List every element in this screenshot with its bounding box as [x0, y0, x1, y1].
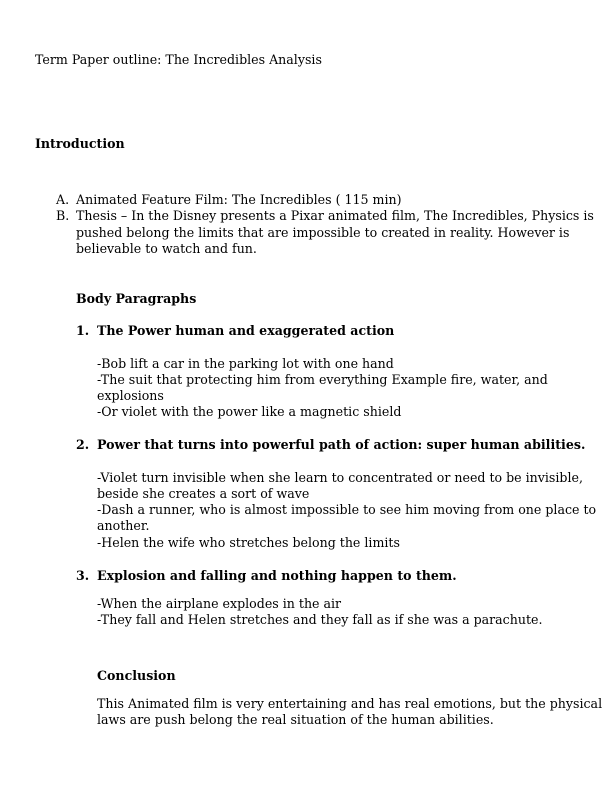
section-1-line: -Bob lift a car in the parking lot with one hand: [97, 356, 394, 371]
section-3-number: 3.: [76, 568, 90, 583]
section-2-title: Power that turns into powerful path of action: super human abilities.: [97, 437, 586, 452]
intro-item-a-text: Animated Feature Film: The Incredibles ( 115 min): [76, 192, 402, 207]
section-1-title: The Power human and exaggerated action: [97, 323, 395, 338]
section-3-title: Explosion and falling and nothing happen to them.: [97, 568, 457, 583]
section-2-line: -Helen the wife who stretches belong the limits: [97, 535, 400, 550]
section-1-line: -The suit that protecting him from everything Example fire, water, and: [97, 372, 548, 387]
document-title: Term Paper outline: The Incredibles Analysis: [35, 52, 322, 67]
intro-item-b-line: believable to watch and fun.: [76, 241, 257, 256]
section-3-line: -When the airplane explodes in the air: [97, 596, 342, 611]
section-2-line: -Violet turn invisible when she learn to concentrated or need to be invisible,: [97, 470, 583, 485]
section-2-line: beside she creates a sort of wave: [97, 486, 310, 501]
conclusion-heading: Conclusion: [97, 668, 176, 683]
introduction-heading: Introduction: [35, 136, 125, 151]
section-2-line: another.: [97, 518, 150, 533]
section-3-line: -They fall and Helen stretches and they fall as if she was a parachute.: [97, 612, 543, 627]
intro-item-b-marker: B.: [56, 208, 70, 223]
conclusion-line: This Animated film is very entertaining and has real emotions, but the physical: [97, 696, 603, 711]
section-1-number: 1.: [76, 323, 90, 338]
intro-item-a-marker: A.: [56, 192, 70, 207]
intro-item-b-line: Thesis – In the Disney presents a Pixar animated film, The Incredibles, Physics is: [76, 208, 594, 223]
section-2-line: -Dash a runner, who is almost impossible to see him moving from one place to: [97, 502, 597, 517]
intro-item-b-line: pushed belong the limits that are impossible to created in reality. However is: [76, 225, 570, 240]
body-paragraphs-heading: Body Paragraphs: [76, 291, 197, 306]
conclusion-line: laws are push belong the real situation of the human abilities.: [97, 712, 494, 727]
section-2-number: 2.: [76, 437, 90, 452]
section-1-line: -Or violet with the power like a magnetic shield: [97, 404, 402, 419]
section-1-line: explosions: [97, 388, 164, 403]
